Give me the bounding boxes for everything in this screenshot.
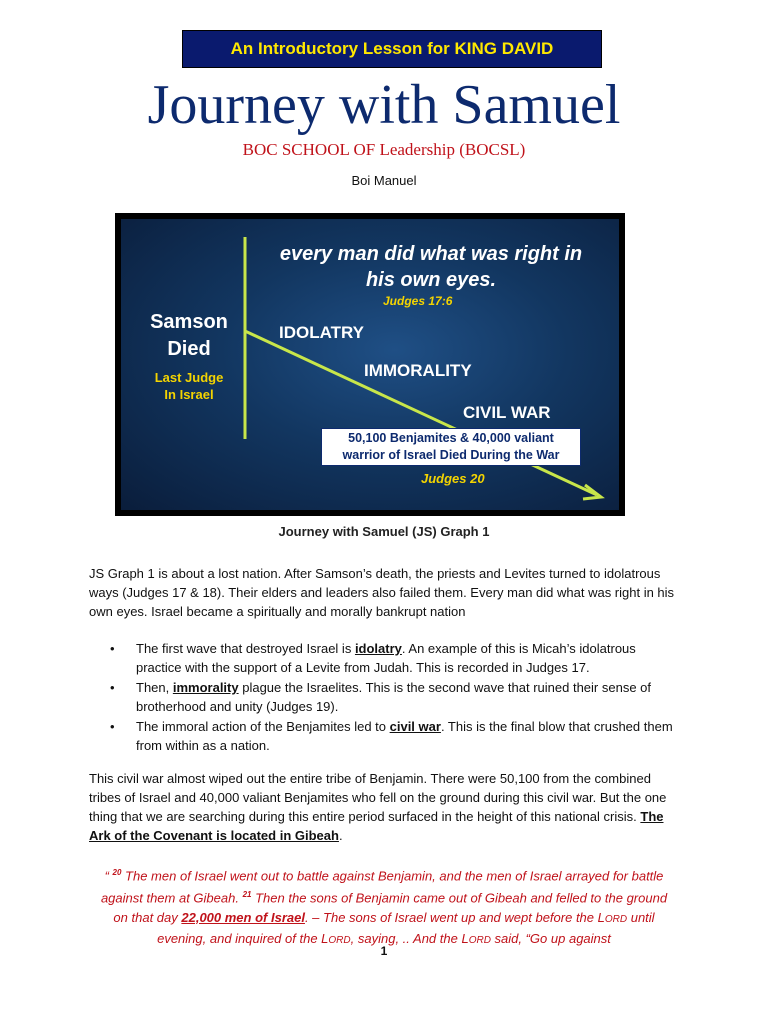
last-judge-label <box>139 369 239 403</box>
list-item <box>110 639 680 677</box>
small-caps: ORD <box>604 913 628 925</box>
last-judge-line2: In Israel <box>164 387 214 402</box>
quote-text: until evening, and inquired of the L <box>157 909 655 946</box>
casualties-box <box>321 428 581 466</box>
idolatry-label: IDOLATRY <box>279 323 364 342</box>
graph-quote-ref: Judges 17:6 <box>383 294 453 308</box>
casualties-ref: Judges 20 <box>421 471 485 486</box>
graph-quote-line2: his own eyes. <box>365 269 497 291</box>
small-caps: ORD <box>328 934 351 946</box>
verse-number: 20 <box>112 868 122 877</box>
list-item-text: The immoral action of the Benjamites led to <box>136 719 390 734</box>
small-caps: ORD <box>468 934 491 946</box>
quote-text: said, “Go up against <box>490 930 611 946</box>
list-item-keyword: immorality <box>172 680 239 695</box>
graph-caption: Journey with Samuel (JS) Graph 1 <box>278 524 490 539</box>
bullet-marker: • <box>110 680 115 695</box>
list-item-text: Then, <box>136 680 173 695</box>
verse-number: 21 <box>242 890 252 900</box>
list-item-keyword: idolatry <box>354 641 402 656</box>
bullet-marker: • <box>110 641 115 656</box>
paragraph-text: This civil war almost wiped out the entire tribe of Benjamin. There were 50,100 from the combined tribes of Israel and 40,000 valiant Benjamites who fell on the ground during this civil war. But the one thing that we are searching during this entire period surfaced in the height of this national crisis. <box>89 771 667 824</box>
list-item-text: . An example of this is Micah’s idolatrous practice with the support of a Levite from Judah. This is recorded in Judges 17. <box>136 641 636 675</box>
bullet-marker: • <box>110 719 115 734</box>
quote-text: The men of Israel went out to battle against Benjamin, and the men of Israel arrayed for battle against them at Gibeah. <box>100 868 664 906</box>
samson-line1: Samson <box>150 311 228 333</box>
list-item-text: The first wave that destroyed Israel is <box>136 641 355 656</box>
lesson-banner: An Introductory Lesson for KING DAVID <box>182 30 602 68</box>
list-item <box>110 717 680 755</box>
casualties-line1: 50,100 Benjamites & 40,000 valiant <box>348 431 554 445</box>
samson-died-label <box>139 309 239 363</box>
quote-text: , saying, .. And the L <box>350 930 469 946</box>
graph-canvas <box>121 219 619 510</box>
waves-list <box>110 639 680 756</box>
casualties-line2: warrior of Israel Died During the War <box>342 448 560 462</box>
list-item-keyword: civil war <box>389 719 441 734</box>
samson-line2: Died <box>167 338 211 360</box>
list-item-text: . This is the final blow that crushed them from within as a nation. <box>136 719 673 753</box>
document-subtitle: BOC SCHOOL OF Leadership (BOCSL) <box>242 140 526 159</box>
quote-emphasis: 22,000 men of Israel <box>181 909 305 925</box>
js-graph-1 <box>115 213 625 516</box>
quote-text: Then the sons of Benjamin came out of Gibeah and felled to the ground on that day <box>113 890 668 925</box>
author-name: Boi Manuel <box>351 173 417 188</box>
civil-war-paragraph <box>89 769 679 845</box>
page-number: 1 <box>380 944 388 958</box>
decline-arrow-head <box>583 485 601 499</box>
paragraph-end: . <box>338 828 343 843</box>
graph-quote <box>251 241 611 293</box>
quote-open: “ <box>104 868 113 884</box>
scripture-quote <box>92 863 676 950</box>
last-judge-line1: Last Judge <box>154 370 224 385</box>
ark-location-emphasis: The Ark of the Covenant is located in Gibeah <box>89 809 664 843</box>
list-item-text: plague the Israelites. This is the second wave that ruined their sense of brotherhood and unity (Judges 19). <box>136 680 651 714</box>
quote-text: . – The sons of Israel went up and wept before the L <box>304 909 605 925</box>
graph-quote-line1: every man did what was right in <box>279 243 583 265</box>
document-title: Journey with Samuel <box>147 74 621 136</box>
civil-war-label: CIVIL WAR <box>463 403 551 422</box>
list-item <box>110 678 680 716</box>
intro-paragraph: JS Graph 1 is about a lost nation. After Samson’s death, the priests and Levites turned to idolatrous ways (Judges 17 & 18). Their elders and leaders also failed them. Every man did what was right in his own eyes. Israel became a spiritually and morally bankrupt nation <box>89 566 675 619</box>
immorality-label: IMMORALITY <box>364 361 472 380</box>
